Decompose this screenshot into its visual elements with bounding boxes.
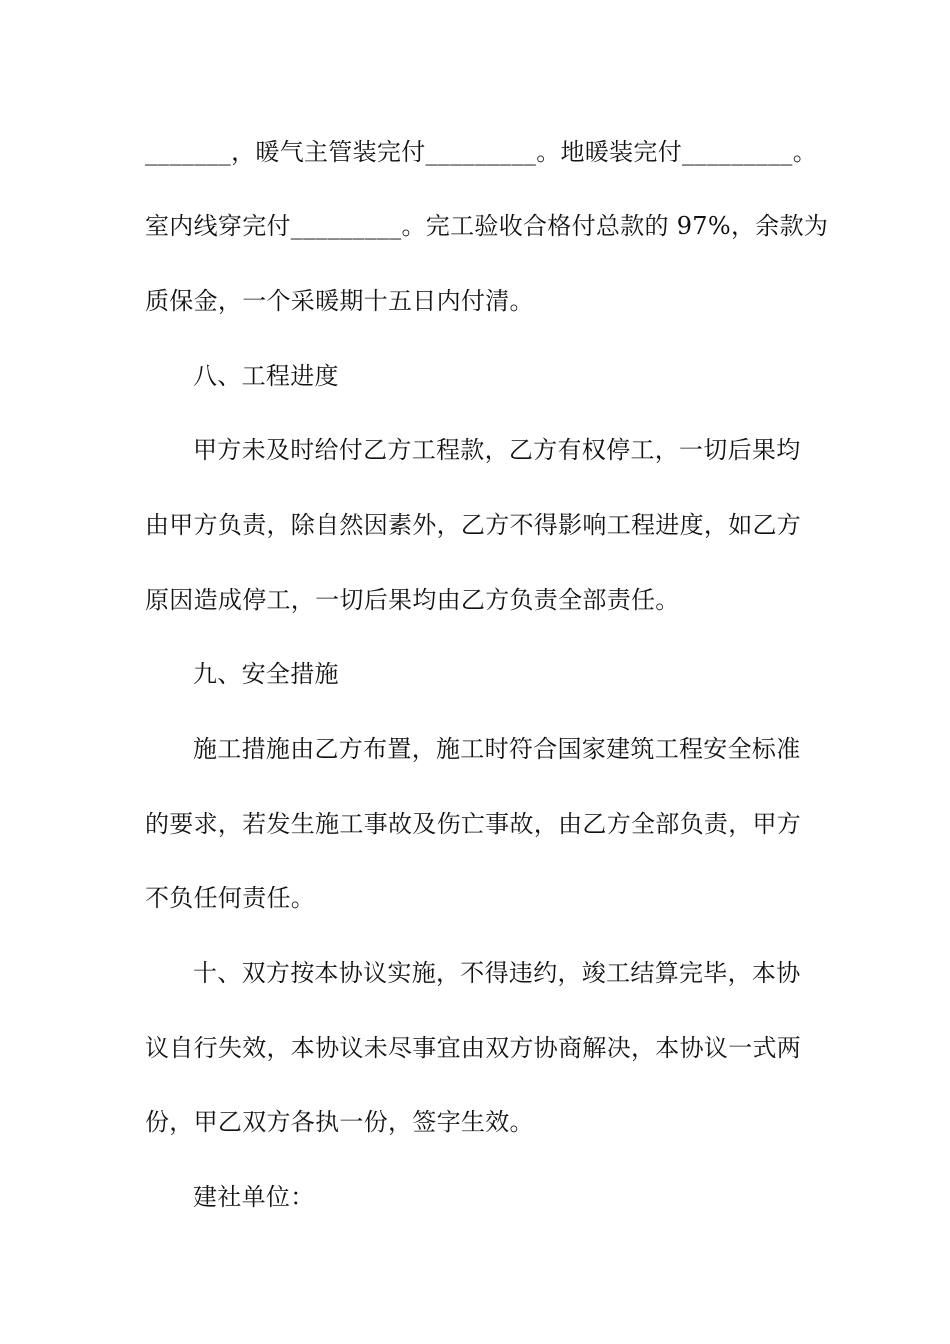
construction-unit-label: 建社单位： (193, 1183, 315, 1211)
agreement-paragraph-line-2: 议自行失效，本协议未尽事宜由双方协商解决，本协议一式两 (145, 1034, 802, 1062)
payment-terms-line-2: 室内线穿完付_________。完工验收合格付总款的 97%，余款为 (145, 212, 829, 240)
schedule-paragraph-line-1: 甲方未及时给付乙方工程款，乙方有权停工，一切后果均 (193, 436, 801, 464)
safety-paragraph-line-2: 的要求，若发生施工事故及伤亡事故，由乙方全部负责，甲方 (145, 810, 802, 838)
section-heading-schedule: 八、工程进度 (193, 362, 339, 390)
safety-paragraph-line-1: 施工措施由乙方布置，施工时符合国家建筑工程安全标准 (193, 735, 801, 763)
agreement-paragraph-line-1: 十、双方按本协议实施，不得违约，竣工结算完毕，本协 (193, 959, 801, 987)
schedule-paragraph-line-3: 原因造成停工，一切后果均由乙方负责全部责任。 (145, 586, 680, 614)
agreement-paragraph-line-3: 份，甲乙双方各执一份，签字生效。 (145, 1108, 534, 1136)
schedule-paragraph-line-2: 由甲方负责，除自然因素外，乙方不得影响工程进度，如乙方 (145, 511, 802, 539)
payment-terms-line-1: _______，暖气主管装完付_________。地暖装完付_________。 (145, 138, 817, 166)
payment-terms-line-3: 质保金，一个采暖期十五日内付清。 (145, 287, 534, 315)
safety-paragraph-line-3: 不负任何责任。 (145, 884, 316, 912)
section-heading-safety: 九、安全措施 (193, 660, 339, 688)
